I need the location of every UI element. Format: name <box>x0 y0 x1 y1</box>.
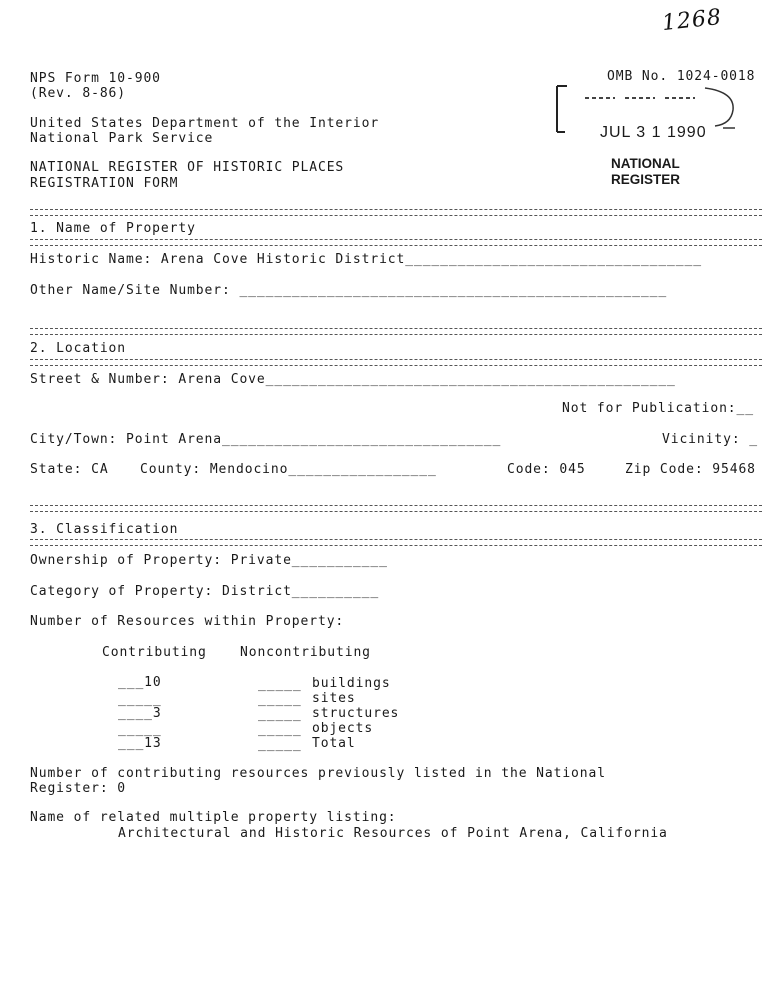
noncontributing-column-header: Noncontributing <box>240 645 371 660</box>
multiple-listing-label: Name of related multiple property listing: <box>30 810 397 825</box>
section-divider <box>30 209 762 216</box>
form-revision: (Rev. 8-86) <box>30 86 126 101</box>
form-title-line2: REGISTRATION FORM <box>30 176 179 191</box>
omb-number: OMB No. 1024-0018 <box>607 69 756 84</box>
resource-type-label: Total <box>312 736 356 751</box>
resource-type-label: sites <box>312 691 356 706</box>
resource-type-label: objects <box>312 721 374 736</box>
section2-heading: 2. Location <box>30 341 126 356</box>
section-divider <box>30 328 762 335</box>
street-field: Street & Number: Arena Cove_______________________________________________ <box>30 372 676 387</box>
stamp-line2: REGISTER <box>611 172 681 187</box>
resources-heading: Number of Resources within Property: <box>30 614 345 629</box>
category-field: Category of Property: District__________ <box>30 584 380 599</box>
not-for-publication-field: Not for Publication:__ <box>562 401 754 416</box>
resource-type-label: structures <box>312 706 400 721</box>
section-divider <box>30 359 762 366</box>
code-field: Code: 045 <box>507 462 586 477</box>
state-field: State: CA <box>30 462 109 477</box>
service: National Park Service <box>30 131 214 146</box>
ownership-field: Ownership of Property: Private___________ <box>30 553 388 568</box>
national-register-stamp <box>611 156 680 188</box>
stamp-date: JUL 3 1 1990 <box>600 124 707 141</box>
contributing-count: _____ <box>118 692 162 707</box>
section-divider <box>30 539 762 546</box>
noncontributing-count: _____ <box>258 707 302 722</box>
noncontributing-count: _____ <box>258 677 302 692</box>
section-divider <box>30 505 762 512</box>
other-name-field: Other Name/Site Number: _________________________________________________ <box>30 283 668 298</box>
zip-field: Zip Code: 95468 <box>625 462 756 477</box>
form-number: NPS Form 10-900 <box>30 71 161 86</box>
previously-listed-line1: Number of contributing resources previously listed in the National <box>30 766 606 781</box>
historic-name-field: Historic Name: Arena Cove Historic District__________________________________ <box>30 252 702 267</box>
form-title-line1: NATIONAL REGISTER OF HISTORIC PLACES <box>30 160 345 175</box>
section3-heading: 3. Classification <box>30 522 179 537</box>
section-divider <box>30 239 762 246</box>
contributing-count: ___13 <box>118 736 162 751</box>
multiple-listing-value: Architectural and Historic Resources of Point Arena, California <box>118 826 668 841</box>
stamp-line1: NATIONAL <box>611 156 680 171</box>
noncontributing-count: _____ <box>258 722 302 737</box>
handwritten-number: 1268 <box>660 4 724 37</box>
city-field: City/Town: Point Arena________________________________ <box>30 432 502 447</box>
contributing-count: ____3 <box>118 706 162 721</box>
vicinity-field: Vicinity: _ <box>662 432 758 447</box>
contributing-count: ___10 <box>118 675 162 690</box>
section1-heading: 1. Name of Property <box>30 221 196 236</box>
county-field: County: Mendocino_________________ <box>140 462 437 477</box>
contributing-count: _____ <box>118 722 162 737</box>
department: United States Department of the Interior <box>30 116 380 131</box>
noncontributing-count: _____ <box>258 692 302 707</box>
previously-listed-line2: Register: 0 <box>30 781 126 796</box>
noncontributing-count: _____ <box>258 737 302 752</box>
contributing-column-header: Contributing <box>102 645 207 660</box>
resource-type-label: buildings <box>312 676 391 691</box>
